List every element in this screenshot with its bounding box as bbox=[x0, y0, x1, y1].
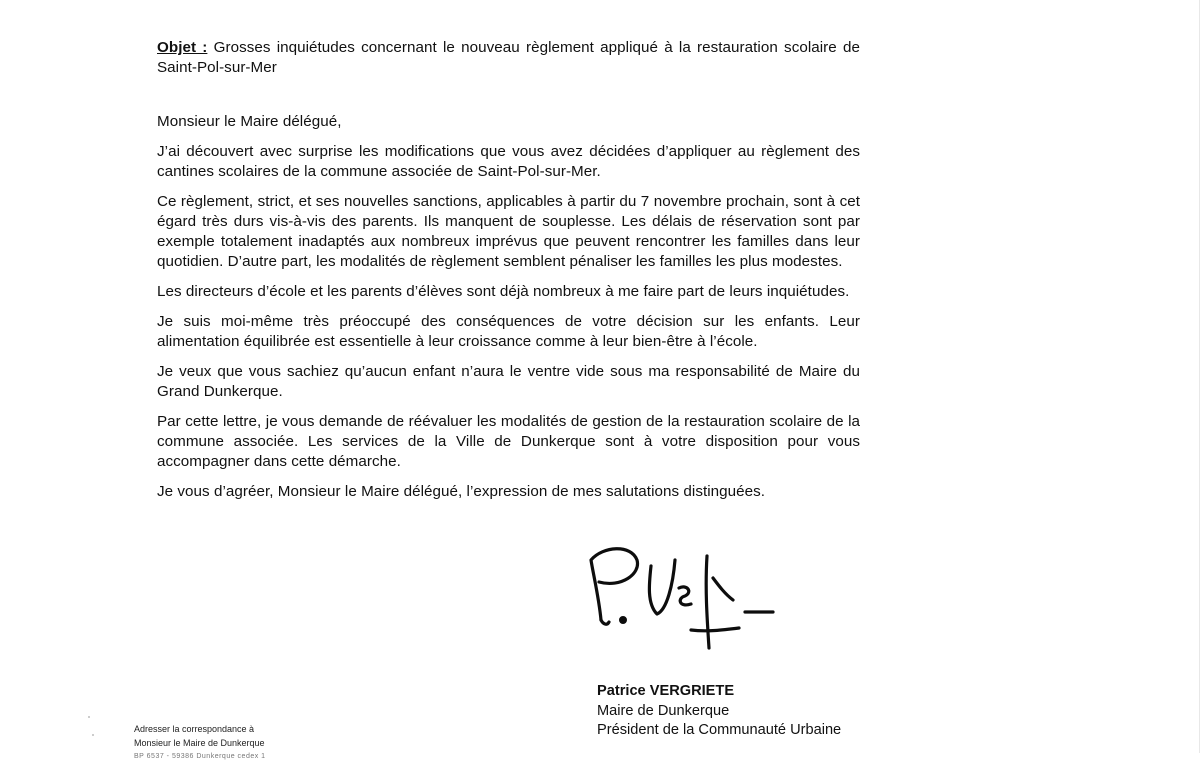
paragraph-request: Par cette lettre, je vous demande de réévaluer les modalités de gestion de la restauration scolaire de la commune associée. Les services de la Ville de Dunkerque sont à votre disposition pour vous accompagner dans cette démarche. bbox=[157, 413, 860, 470]
subject-text: Grosses inquiétudes concernant le nouveau règlement appliqué à la restauration scolaire de Saint-Pol-sur-Mer bbox=[157, 39, 860, 76]
signatory-title-mayor: Maire de Dunkerque bbox=[597, 702, 730, 719]
scan-speck bbox=[92, 734, 94, 736]
scan-speck bbox=[88, 716, 90, 718]
paragraph-rules: Ce règlement, strict, et ses nouvelles sanctions, applicables à partir du 7 novembre prochain, sont à cet égard très durs vis-à-vis des parents. Ils manquent de souplesse. Les délais de réservation sont par exemple totalement inadaptés aux nombreux imprévus que peuvent rencontrer les familles dans leur quotidien. D’autre part, les modalités de règlement semblent pénaliser les familles les plus modestes. bbox=[157, 193, 860, 270]
salutation: Monsieur le Maire délégué, bbox=[157, 113, 342, 130]
correspondence-footer bbox=[134, 722, 394, 764]
signatory-title-president: Président de la Communauté Urbaine bbox=[597, 722, 842, 738]
subject-line bbox=[157, 38, 860, 78]
paragraph-concerns: Les directeurs d’école et les parents d’élèves sont déjà nombreux à me faire part de leurs inquiétudes. bbox=[157, 283, 850, 300]
footer-line-3: BP 6537 - 59386 Dunkerque cedex 1 bbox=[134, 753, 266, 760]
footer-line-1: Adresser la correspondance à bbox=[134, 724, 255, 734]
handwritten-signature bbox=[583, 538, 783, 658]
subject-label: Objet : bbox=[157, 39, 208, 56]
paragraph-responsibility: Je veux que vous sachiez qu’aucun enfant n’aura le ventre vide sous ma responsabilité de Maire du Grand Dunkerque. bbox=[157, 363, 860, 400]
paragraph-children: Je suis moi-même très préoccupé des conséquences de votre décision sur les enfants. Leur alimentation équilibrée est essentielle à leur croissance comme à leur bien-être à l’école. bbox=[157, 313, 860, 350]
letter-body bbox=[157, 38, 860, 502]
signatory-block bbox=[597, 682, 897, 741]
signatory-name: Patrice VERGRIETE bbox=[597, 683, 735, 699]
paragraph-discovery: J’ai découvert avec surprise les modifications que vous avez décidées d’appliquer au règlement des cantines scolaires de la commune associée de Saint-Pol-sur-Mer. bbox=[157, 143, 860, 180]
closing-formula: Je vous d’agréer, Monsieur le Maire délégué, l’expression de mes salutations distinguées. bbox=[157, 483, 766, 500]
footer-line-2: Monsieur le Maire de Dunkerque bbox=[134, 738, 265, 748]
